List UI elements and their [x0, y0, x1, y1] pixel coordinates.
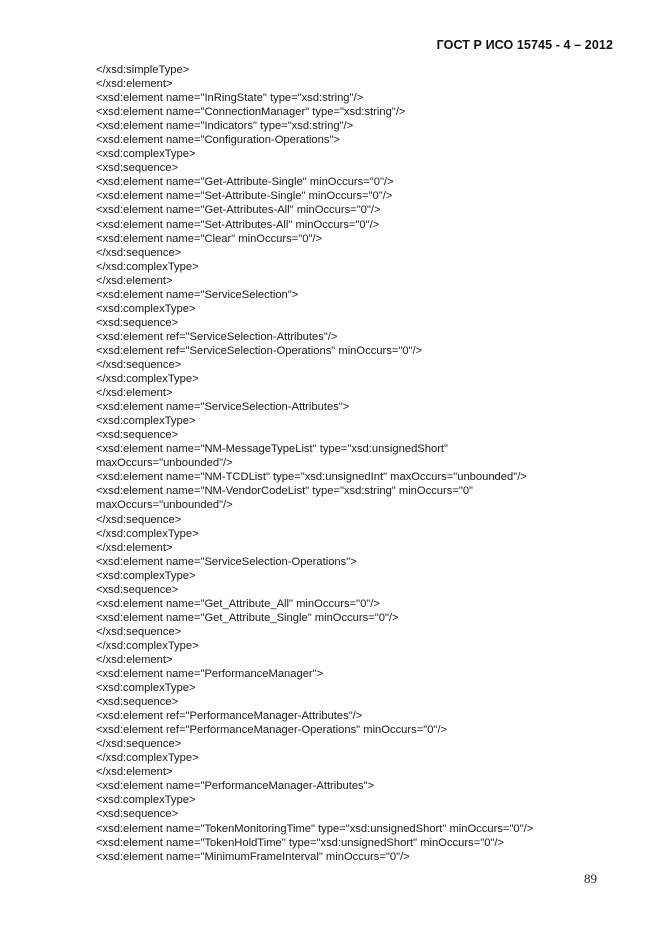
code-line: <xsd:element name="Set-Attribute-Single" minOccurs="0"/> [96, 190, 393, 203]
code-line: <xsd:element name="ServiceSelection-Operations"> [96, 555, 357, 568]
code-line: <xsd:sequence> [96, 316, 179, 329]
code-line: <xsd:element name="InRingState" type="xsd:string"/> [96, 92, 364, 105]
code-line: <xsd:sequence> [96, 583, 179, 596]
code-line: <xsd:element ref="PerformanceManager-Operations" minOccurs="0"/> [96, 724, 448, 737]
code-line: </xsd:simpleType> [96, 64, 190, 76]
code-line: <xsd:element name="Get_Attribute_Single" minOccurs="0"/> [96, 611, 399, 624]
code-line: <xsd:element name="PerformanceManager"> [96, 668, 324, 681]
code-line: <xsd:element name="Indicators" type="xsd:string"/> [96, 120, 354, 133]
code-line: <xsd:complexType> [96, 569, 196, 582]
code-line: <xsd:element ref="PerformanceManager-Attributes"/> [96, 710, 363, 723]
code-line: </xsd:element> [96, 387, 173, 400]
code-line: </xsd:complexType> [96, 752, 199, 765]
code-line: </xsd:element> [96, 541, 173, 554]
code-line: </xsd:complexType> [96, 373, 199, 386]
code-line: <xsd:element name="NM-VendorCodeList" type="xsd:string" minOccurs="0" [96, 485, 474, 498]
code-line: <xsd:element ref="ServiceSelection-Attributes"/> [96, 330, 338, 343]
code-line: <xsd:element name="TokenMonitoringTime" type="xsd:unsignedShort" minOccurs="0"/> [96, 822, 534, 835]
code-line: <xsd:complexType> [96, 415, 196, 428]
code-line: <xsd:sequence> [96, 696, 179, 709]
code-line: </xsd:element> [96, 766, 173, 779]
code-line: </xsd:element> [96, 653, 173, 666]
code-line: <xsd:complexType> [96, 302, 196, 315]
xsd-code-listing [96, 63, 636, 864]
code-line: <xsd:element name="Get_Attribute_All" minOccurs="0"/> [96, 597, 380, 610]
code-line: </xsd:complexType> [96, 260, 199, 273]
code-line: </xsd:complexType> [96, 527, 199, 540]
code-line: <xsd:element name="Clear" minOccurs="0"/> [96, 232, 323, 245]
code-line: <xsd:element name="PerformanceManager-Attributes"> [96, 780, 375, 793]
code-line: <xsd:sequence> [96, 808, 179, 821]
code-line: <xsd:element name="ServiceSelection"> [96, 288, 299, 301]
code-line: <xsd:sequence> [96, 429, 179, 442]
code-line: <xsd:complexType> [96, 148, 196, 161]
code-line: maxOccurs="unbounded"/> [96, 499, 233, 512]
code-line: <xsd:element name="Get-Attributes-All" minOccurs="0"/> [96, 204, 381, 217]
code-line: <xsd:element name="NM-MessageTypeList" type="xsd:unsignedShort" [96, 443, 449, 456]
code-line: <xsd:element name="TokenHoldTime" type="xsd:unsignedShort" minOccurs="0"/> [96, 836, 505, 849]
code-line: </xsd:sequence> [96, 625, 182, 638]
code-line: </xsd:sequence> [96, 246, 182, 259]
code-line: <xsd:element name="MinimumFrameInterval" minOccurs="0"/> [96, 850, 410, 863]
document-header: ГОСТ Р ИСО 15745 - 4 – 2012 [436, 38, 613, 52]
code-line: <xsd:element name="ServiceSelection-Attributes"> [96, 401, 350, 414]
code-line: </xsd:element> [96, 78, 173, 91]
code-line: <xsd:sequence> [96, 162, 179, 175]
code-line: <xsd:element name="Get-Attribute-Single" minOccurs="0"/> [96, 176, 394, 189]
code-line: </xsd:sequence> [96, 358, 182, 371]
code-line: </xsd:sequence> [96, 738, 182, 751]
code-line: </xsd:element> [96, 274, 173, 287]
code-line: <xsd:element ref="ServiceSelection-Operations" minOccurs="0"/> [96, 344, 423, 357]
page-number: 89 [584, 871, 597, 886]
code-line: </xsd:complexType> [96, 639, 199, 652]
code-line: <xsd:element name="ConnectionManager" type="xsd:string"/> [96, 106, 406, 119]
code-line: <xsd:element name="NM-TCDList" type="xsd:unsignedInt" maxOccurs="unbounded"/> [96, 471, 527, 484]
code-line: <xsd:complexType> [96, 682, 196, 695]
code-line: </xsd:sequence> [96, 513, 182, 526]
code-line: <xsd:complexType> [96, 794, 196, 807]
code-line: maxOccurs="unbounded"/> [96, 457, 233, 470]
code-line: <xsd:element name="Configuration-Operations"> [96, 134, 340, 147]
code-line: <xsd:element name="Set-Attributes-All" minOccurs="0"/> [96, 218, 380, 231]
